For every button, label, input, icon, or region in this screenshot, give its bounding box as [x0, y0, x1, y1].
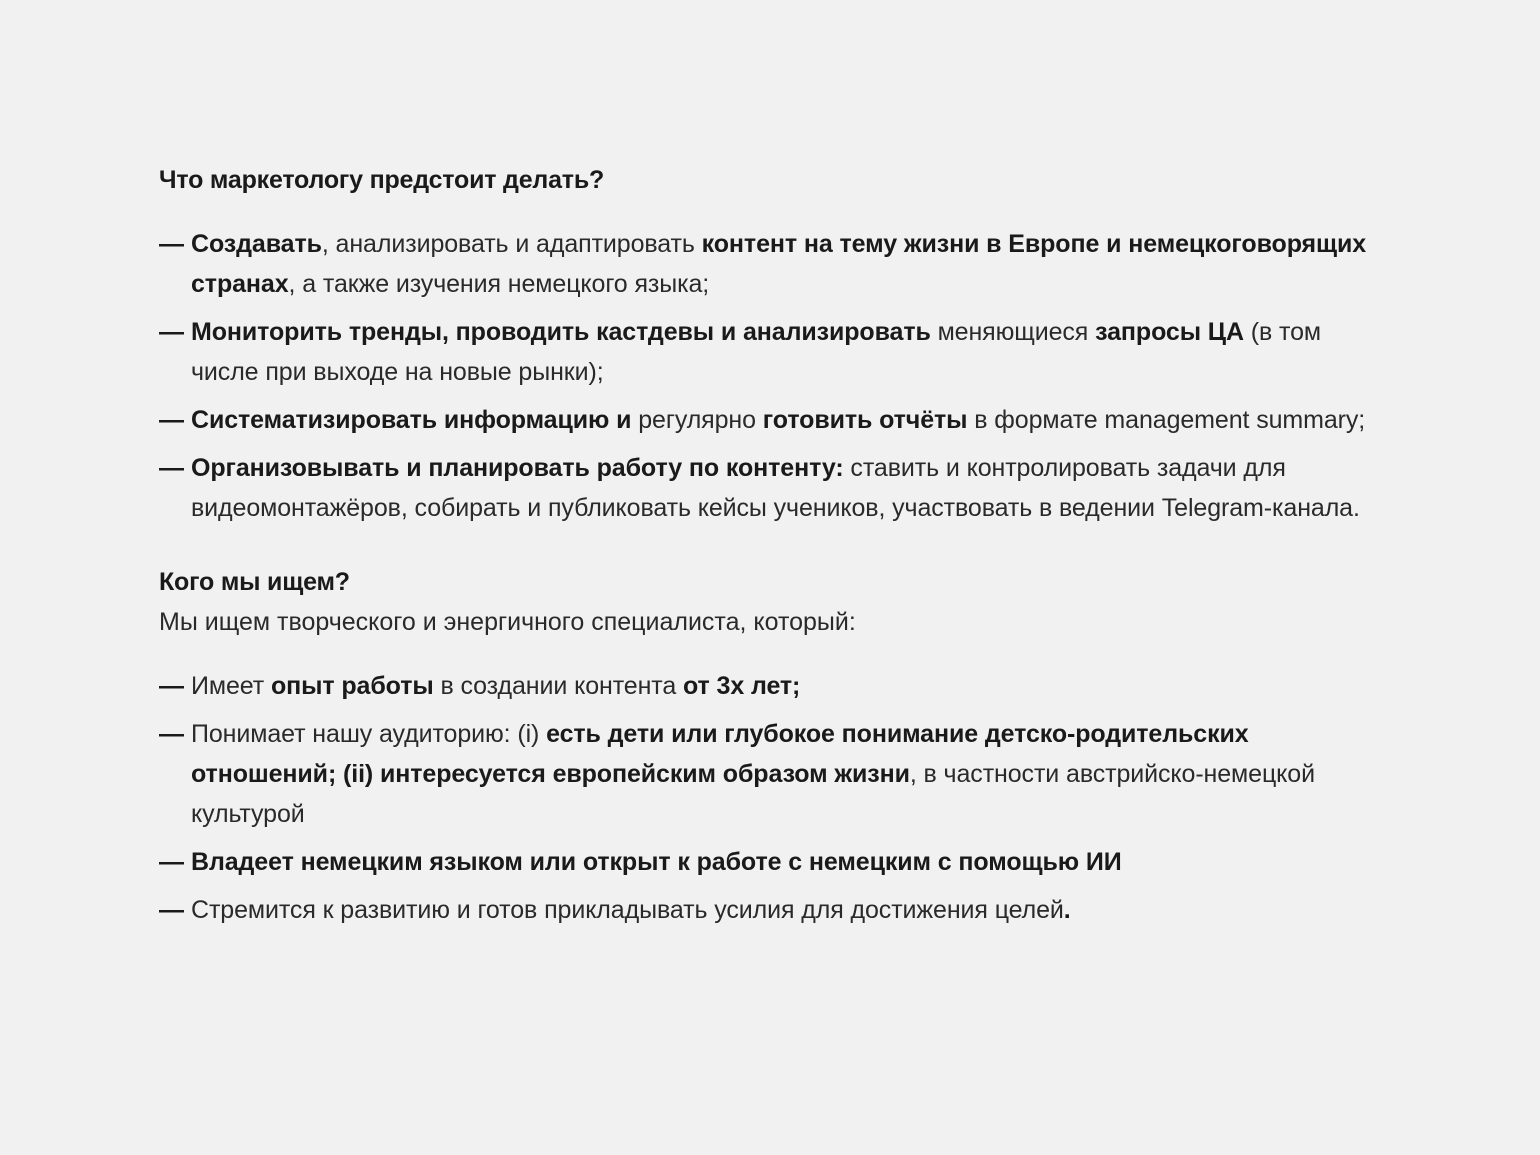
bold-text: запросы ЦА [1095, 318, 1244, 346]
text-segment: , анализировать и адаптировать [321, 230, 702, 258]
bold-text: Организовывать и планировать работу по контенту: [191, 454, 844, 482]
bold-text: есть дети или глубокое понимание детско-родительских отношений; (ii) интересуется европейским образом жизни [191, 720, 1249, 788]
list-item [159, 842, 1389, 882]
text-segment: регулярно [631, 406, 763, 434]
list-item [159, 312, 1389, 392]
text-segment: Имеет [191, 672, 271, 700]
text-segment: , в частности австрийско-немецкой культурой [191, 760, 1315, 828]
text-segment: меняющиеся [930, 318, 1096, 346]
bold-text: . [1063, 896, 1071, 924]
bold-text: Создавать [191, 230, 322, 258]
text-segment: Понимает нашу аудиторию: (i) [191, 720, 547, 748]
requirements-intro: Мы ищем творческого и энергичного специалиста, который: [159, 608, 856, 636]
requirements-list [159, 666, 1389, 930]
bold-text: Владеет немецким языком или открыт к работе с немецким с помощью ИИ [191, 848, 1122, 876]
bold-text: от 3х лет; [683, 672, 801, 700]
text-segment: (в том числе при выходе на новые рынки); [191, 318, 1321, 386]
document-content [159, 160, 1389, 938]
section-heading-duties: Что маркетологу предстоит делать? [159, 166, 605, 194]
bold-text: опыт работы [270, 672, 434, 700]
text-segment: в создании контента [433, 672, 683, 700]
list-marker: — [159, 720, 184, 748]
text-segment: Стремится к развитию и готов прикладывать усилия для достижения целей [191, 896, 1064, 924]
list-marker: — [159, 230, 184, 258]
bold-text: Мониторить тренды, проводить кастдевы и анализировать [191, 318, 931, 346]
bold-text: контент на тему жизни в Европе и немецкоговорящих странах [191, 230, 1367, 298]
duties-list [159, 224, 1389, 528]
bold-text: Систематизировать информацию и [191, 406, 632, 434]
text-segment: ставить и контролировать задачи для видеомонтажёров, собирать и публиковать кейсы учеников, участвовать в ведении Telegram-канала. [191, 454, 1360, 522]
list-marker: — [159, 318, 184, 346]
list-item [159, 224, 1389, 304]
list-item [159, 666, 1389, 706]
list-item [159, 714, 1389, 834]
text-segment: в формате management summary; [967, 406, 1366, 434]
list-item [159, 890, 1389, 930]
section-heading-requirements: Кого мы ищем? [159, 568, 350, 596]
bold-text: готовить отчёты [762, 406, 968, 434]
text-segment: , а также изучения немецкого языка; [288, 270, 710, 298]
list-marker: — [159, 406, 184, 434]
list-item [159, 448, 1389, 528]
list-marker: — [159, 672, 184, 700]
list-marker: — [159, 896, 184, 924]
list-item [159, 400, 1389, 440]
list-marker: — [159, 454, 184, 482]
list-marker: — [159, 848, 184, 876]
